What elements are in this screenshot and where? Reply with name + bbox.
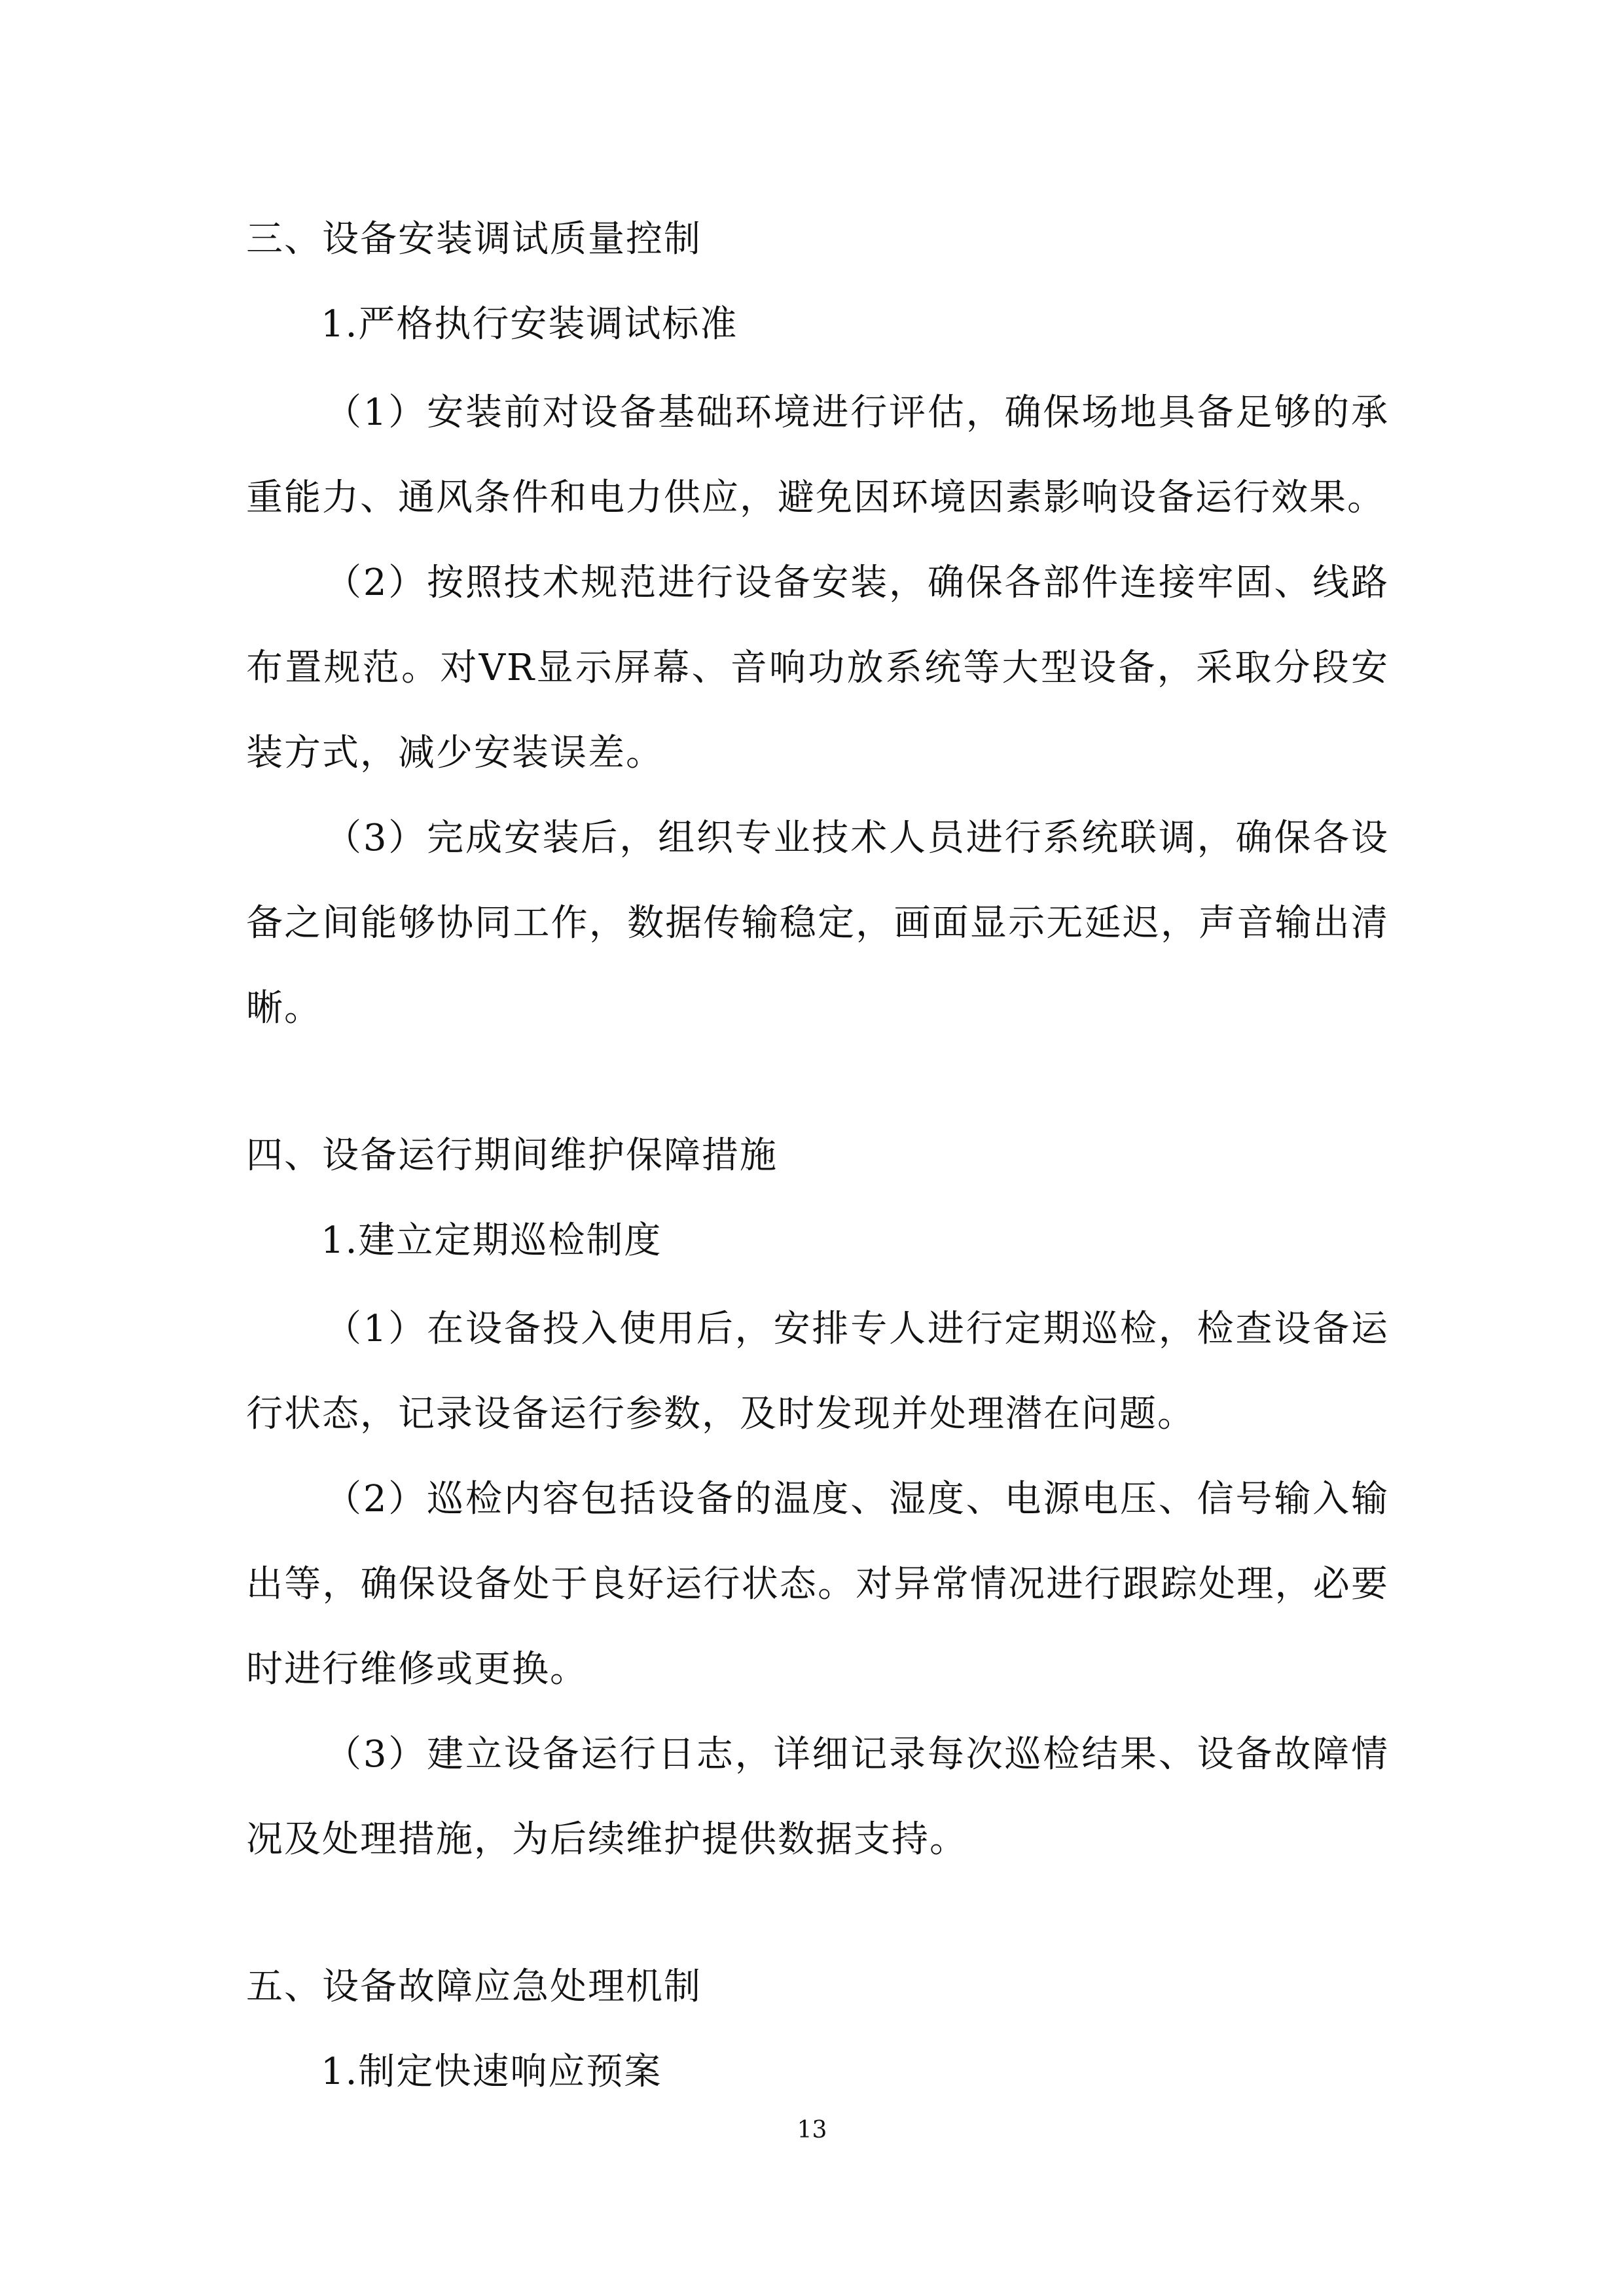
- page-number: 13: [797, 2117, 827, 2144]
- paragraph: （1）安装前对设备基础环境进行评估，确保场地具备足够的承重能力、通风条件和电力供应，避免因环境因素影响设备运行效果。: [246, 391, 1389, 519]
- paragraph: （1）在设备投入使用后，安排专人进行定期巡检，检查设备运行状态，记录设备运行参数，及时发现并处理潜在问题。: [246, 1308, 1389, 1435]
- section-heading: 五、设备故障应急处理机制: [246, 1965, 702, 2008]
- subsection-heading: 1.制定快速响应预案: [321, 2051, 662, 2093]
- paragraph: （3）完成安装后，组织专业技术人员进行系统联调，确保各设备之间能够协同工作，数据传输稳定，画面显示无延迟，声音输出清晰。: [246, 817, 1389, 1030]
- section-body: [246, 1287, 1389, 1882]
- paragraph: （2）巡检内容包括设备的温度、湿度、电源电压、信号输入输出等，确保设备处于良好运行状态。对异常情况进行跟踪处理，必要时进行维修或更换。: [246, 1478, 1389, 1691]
- section-heading: 三、设备安装调试质量控制: [246, 218, 702, 260]
- section-heading: 四、设备运行期间维护保障措施: [246, 1134, 778, 1177]
- subsection-heading: 1.严格执行安装调试标准: [321, 303, 738, 346]
- subsection-heading: 1.建立定期巡检制度: [321, 1219, 662, 1262]
- paragraph: （2）按照技术规范进行设备安装，确保各部件连接牢固、线路布置规范。对VR显示屏幕、音响功放系统等大型设备，采取分段安装方式，减少安装误差。: [246, 562, 1389, 774]
- section-body: [246, 370, 1389, 1051]
- paragraph: （3）建立设备运行日志，详细记录每次巡检结果、设备故障情况及处理措施，为后续维护提供数据支持。: [246, 1733, 1389, 1861]
